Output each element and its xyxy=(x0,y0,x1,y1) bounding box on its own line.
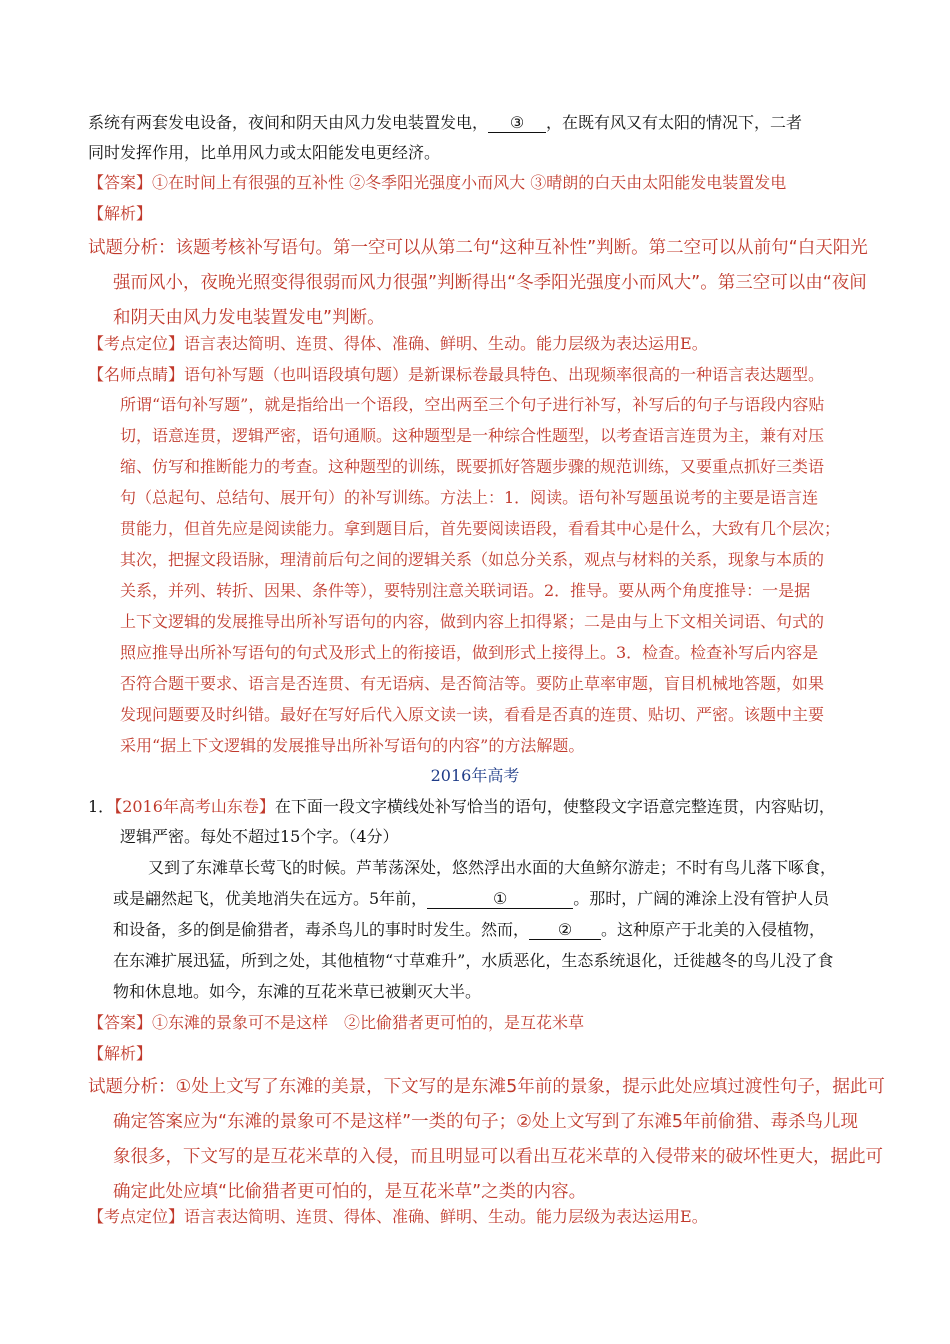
question-number: 1． xyxy=(88,797,115,816)
question-line xyxy=(88,796,835,818)
passage-text: 或是翩然起飞，优美地消失在远方。5年前， xyxy=(113,889,428,908)
section-title: 2016年高考 xyxy=(430,766,520,785)
mingshi-line: 关系，并列、转折、因果、条件等），要特别注意关联词语。2．推导。要从两个角度推导：一是据 xyxy=(120,581,811,600)
blank-3: ③ xyxy=(488,114,546,133)
kaodian-tag: 【考点定位】 xyxy=(88,334,185,353)
mingshi-line: 发现问题要及时纠错。最好在写好后代入原文读一读，看看是否真的连贯、贴切、严密。该题中主要 xyxy=(120,705,825,724)
analysis-line: 试题分析：该题考核补写语句。第一空可以从第二句“这种互补性”判断。第二空可以从前句“白天阳光 xyxy=(88,238,868,258)
mingshi-line: 否符合题干要求、语言是否连贯、有无语病、是否简洁等。要防止草率审题，盲目机械地答题，如果 xyxy=(120,674,825,693)
analysis-tag: 【解析】 xyxy=(88,204,153,223)
question-prompt: 在下面一段文字横线处补写恰当的语句，使整段文字语意完整连贯，内容贴切， xyxy=(274,797,835,816)
answer-text: ①东滩的景象可不是这样 ②比偷猎者更可怕的，是互花米草 xyxy=(152,1013,585,1032)
answer-tag: 【答案】 xyxy=(88,1013,153,1032)
analysis-line: 和阴天由风力发电装置发电”判断。 xyxy=(113,308,385,328)
kaodian-text: 语言表达简明、连贯、得体、准确、鲜明、生动。能力层级为表达运用E。 xyxy=(184,1207,708,1226)
mingshi-line: 贯能力，但首先应是阅读能力。拿到题目后，首先要阅读语段，看看其中心是什么，大致有几个层次； xyxy=(120,519,841,538)
passage-text: ，在既有风又有太阳的情况下，二者 xyxy=(546,113,803,132)
blank-2: ② xyxy=(529,921,601,940)
analysis-line: 试题分析：①处上文写了东滩的美景，下文写的是东滩5年前的景象，提示此处应填过渡性句子，据此可 xyxy=(88,1077,885,1097)
mingshi-text: 语句补写题（也叫语段填句题）是新课标卷最具特色、出现频率很高的一种语言表达题型。 xyxy=(184,365,825,384)
kaodian-line xyxy=(88,333,708,355)
question-source: 【2016年高考山东卷】 xyxy=(114,797,275,816)
mingshi-line: 其次，把握文段语脉，理清前后句之间的逻辑关系（如总分关系，观点与材料的关系，现象与本质的 xyxy=(120,550,825,569)
mingshi-line: 采用“据上下文逻辑的发展推导出所补写语句的内容”的方法解题。 xyxy=(120,736,585,755)
kaodian-tag: 【考点定位】 xyxy=(88,1207,185,1226)
passage-line xyxy=(113,888,829,910)
analysis-line: 强而风小，夜晚光照变得很弱而风力很强”判断得出“冬季阳光强度小而风大”。第三空可以由“夜间 xyxy=(113,273,867,293)
passage-line: 又到了东滩草长莺飞的时候。芦苇荡深处，悠然浮出水面的大鱼鲚尔游走；不时有鸟儿落下啄食， xyxy=(148,858,837,877)
passage-text: 和设备，多的倒是偷猎者，毒杀鸟儿的事时时发生。然而， xyxy=(113,920,530,939)
mingshi-tag: 【名师点睛】 xyxy=(88,365,185,384)
mingshi-line xyxy=(88,364,824,386)
question-line: 逻辑严密。每处不超过15个字。（4分） xyxy=(120,827,399,846)
blank-1: ① xyxy=(427,890,573,909)
answer-tag: 【答案】 xyxy=(88,173,153,192)
passage-text: 。这种原产于北美的入侵植物， xyxy=(601,920,826,939)
analysis-tag: 【解析】 xyxy=(88,1044,153,1063)
mingshi-line: 照应推导出所补写语句的句式及形式上的衔接语，做到形式上接得上。3．检查。检查补写后内容是 xyxy=(120,643,819,662)
passage-line: 物和休息地。如今，东滩的互花米草已被剿灭大半。 xyxy=(113,982,482,1001)
analysis-line: 象很多，下文写的是互花米草的入侵，而且明显可以看出互花米草的入侵带来的破坏性更大，据此可 xyxy=(113,1147,883,1167)
analysis-line: 确定此处应填“比偷猎者更可怕的，是互花米草”之类的内容。 xyxy=(113,1182,587,1202)
analysis-line: 确定答案应为“东滩的景象可不是这样”一类的句子；②处上文写到了东滩5年前偷猎、毒杀鸟儿现 xyxy=(113,1112,858,1132)
passage-line xyxy=(88,112,802,134)
mingshi-line: 切，语意连贯，逻辑严密，语句通顺。这种题型是一种综合性题型，以考查语言连贯为主，兼有对压 xyxy=(120,426,825,445)
mingshi-line: 句（总起句、总结句、展开句）的补写训练。方法上：1．阅读。语句补写题虽说考的主要是语言连 xyxy=(120,488,819,507)
kaodian-line xyxy=(88,1206,708,1228)
answer-line xyxy=(88,1012,584,1034)
passage-text: 系统有两套发电设备，夜间和阴天由风力发电装置发电， xyxy=(88,113,489,132)
passage-text: 。那时，广阔的滩涂上没有管护人员 xyxy=(573,889,830,908)
answer-text: ①在时间上有很强的互补性 ②冬季阳光强度小而风大 ③晴朗的白天由太阳能发电装置发电 xyxy=(152,173,787,192)
answer-line xyxy=(88,172,786,194)
passage-line: 在东滩扩展迅猛，所到之处，其他植物“寸草难升”，水质恶化，生态系统退化，迁徙越冬的鸟儿没了食 xyxy=(113,951,834,970)
mingshi-line: 上下文逻辑的发展推导出所补写语句的内容，做到内容上扣得紧；二是由与上下文相关词语、句式的 xyxy=(120,612,825,631)
mingshi-line: 所谓“语句补写题”，就是指给出一个语段，空出两至三个句子进行补写，补写后的句子与语段内容贴 xyxy=(120,395,825,414)
mingshi-line: 缩、仿写和推断能力的考查。这种题型的训练，既要抓好答题步骤的规范训练，又要重点抓好三类语 xyxy=(120,457,825,476)
passage-line xyxy=(113,919,825,941)
passage-line: 同时发挥作用，比单用风力或太阳能发电更经济。 xyxy=(88,143,441,162)
kaodian-text: 语言表达简明、连贯、得体、准确、鲜明、生动。能力层级为表达运用E。 xyxy=(184,334,708,353)
